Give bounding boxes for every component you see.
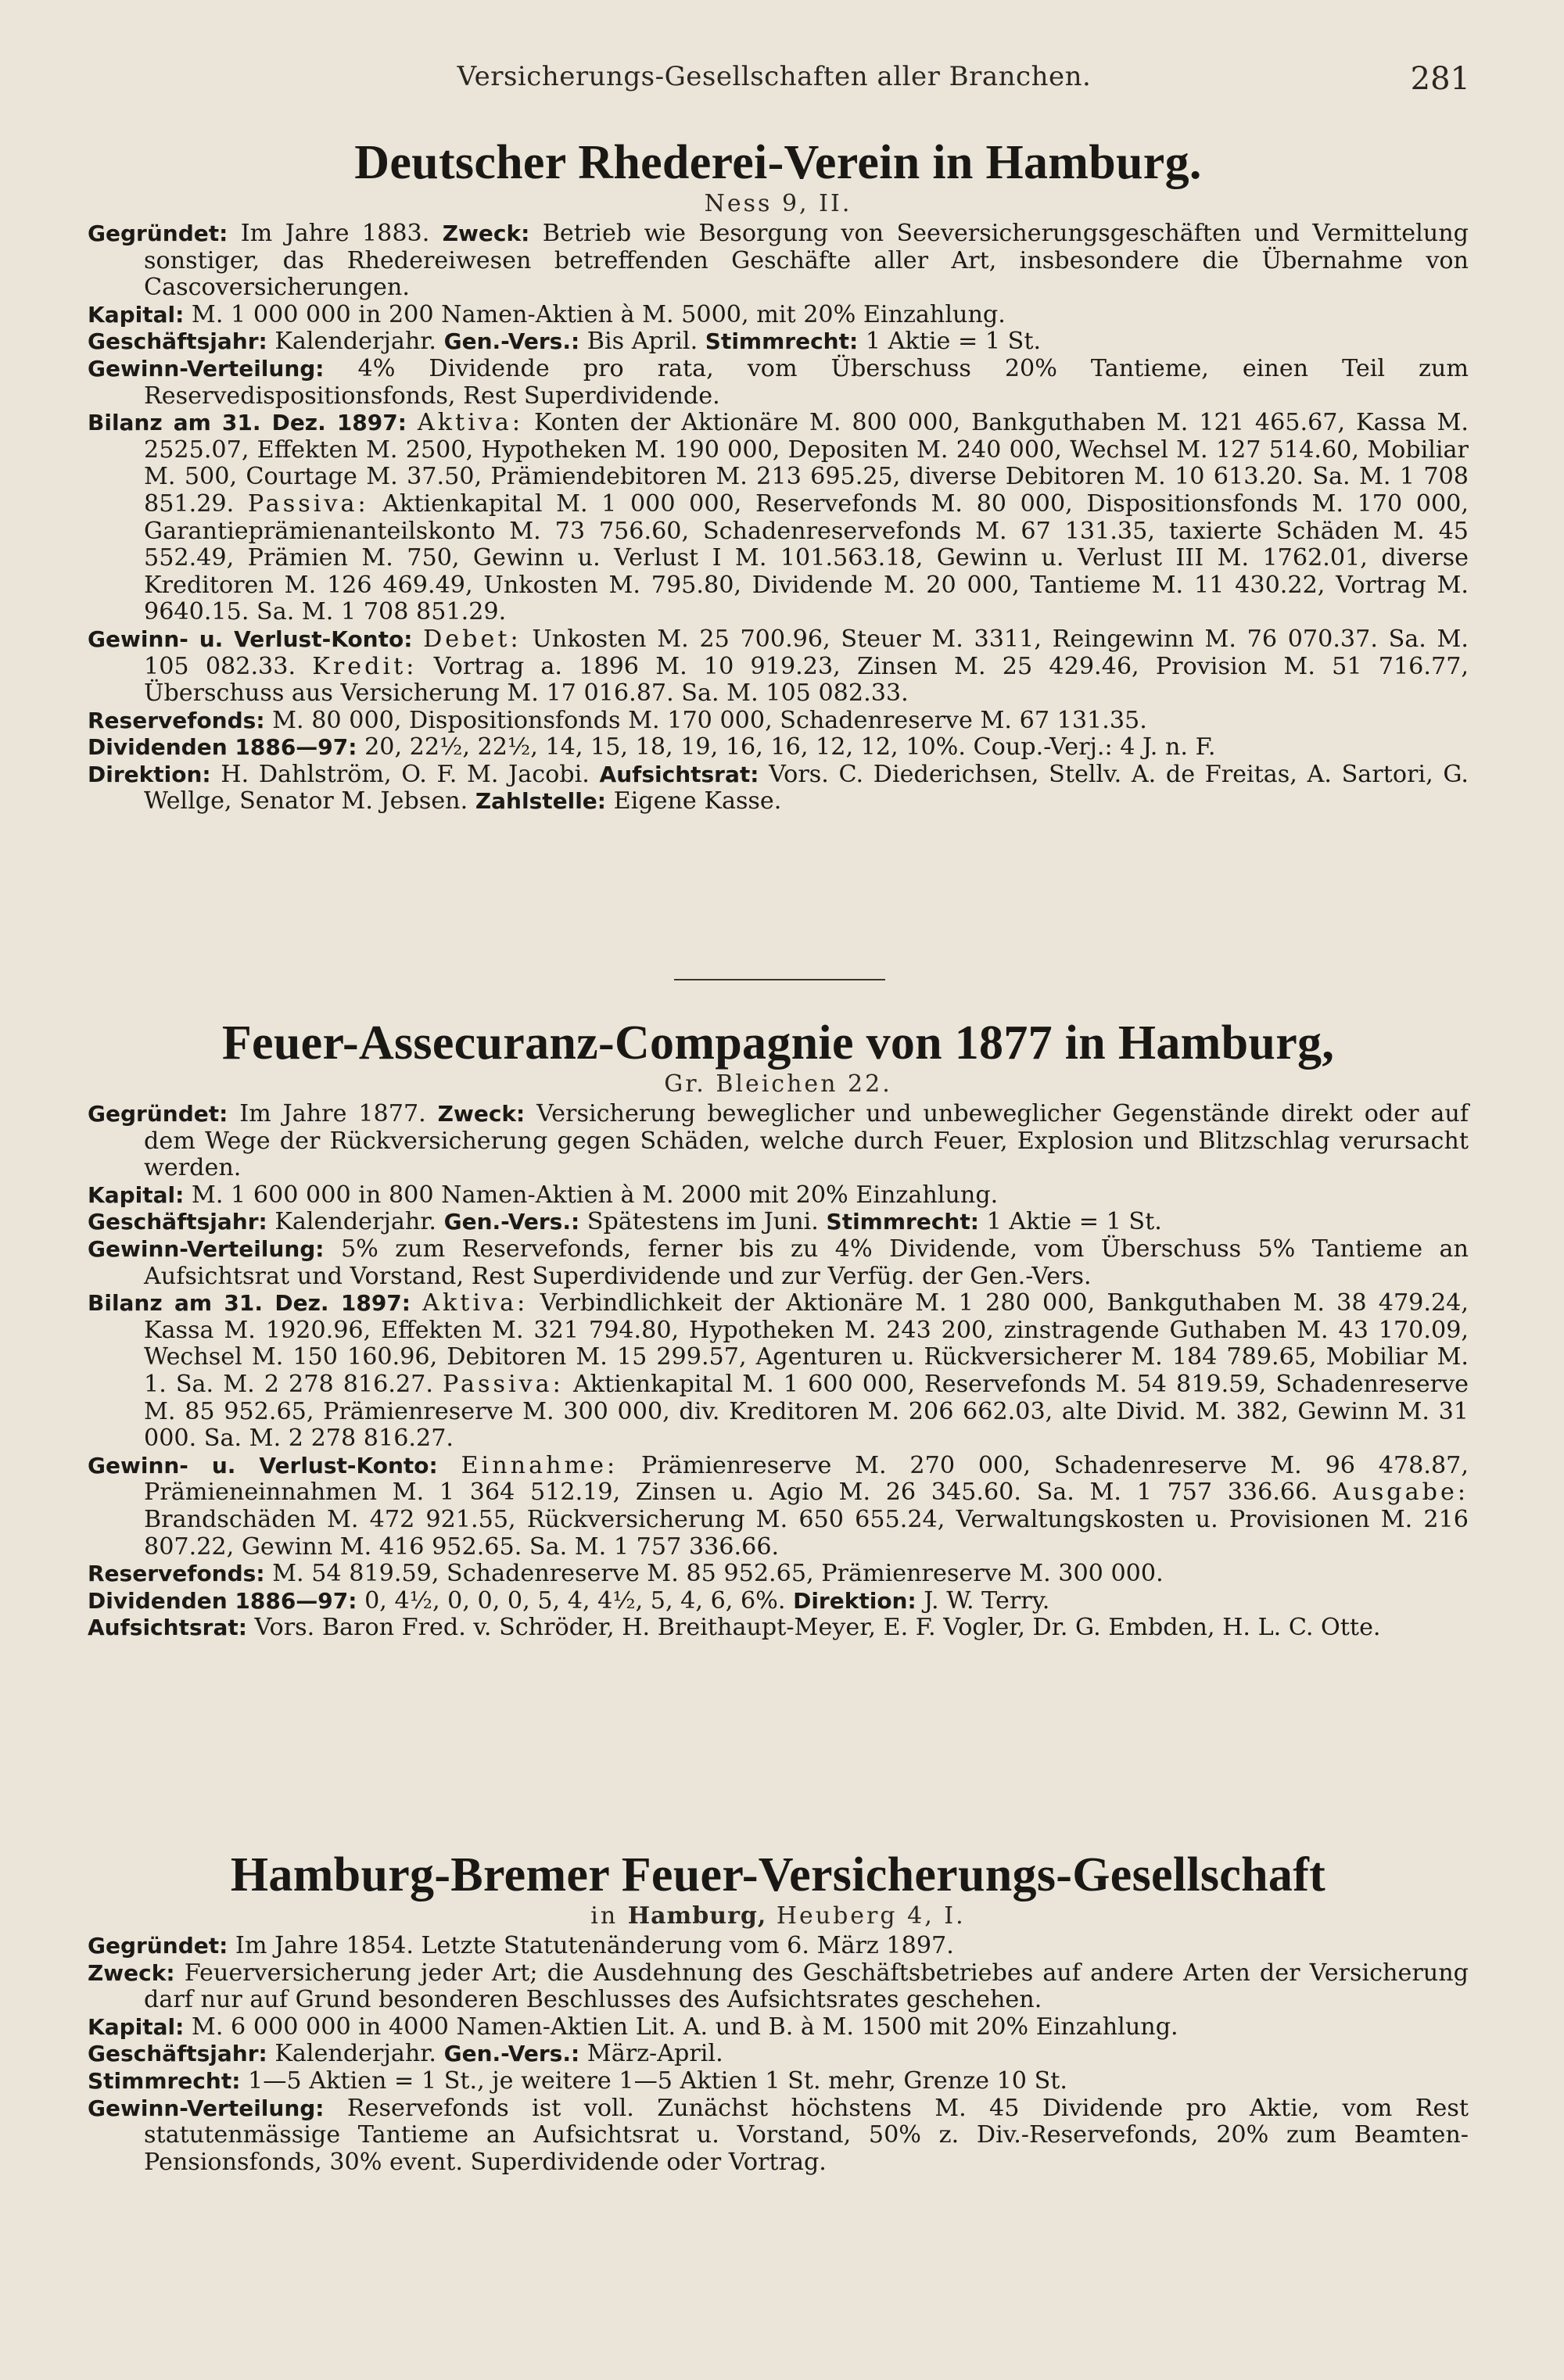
field-dividenden: Dividenden 1886—97: 0, 4½, 0, 0, 0, 5, 4, 4½, 5, 4, 6, 6%. Direktion: J. W. Terry. (88, 1586, 1050, 1615)
entry-feuer-assecuranz (88, 1015, 1469, 1642)
field-aufsichtsrat: Aufsichtsrat: Vors. Baron Fred. v. Schröder, H. Breithaupt-Meyer, E. F. Vogler, Dr. G. Embden, H. L. C. Otte. (88, 1614, 1381, 1642)
entry-rhederei-verein (88, 134, 1469, 815)
field-gewinn-verteilung: Gewinn-Verteilung: 4% Dividende pro rata, vom Überschuss 20% Tantieme, einen Teil zum Reservedispositionsfonds, Rest Superdividende. (88, 354, 1469, 410)
label-gegruendet: Gegründet: (88, 220, 228, 246)
field-kapital: Kapital: M. 6 000 000 in 4000 Namen-Aktien Lit. A. und B. à M. 1500 mit 20% Einzahlung. (88, 2013, 1178, 2041)
entry-title: Feuer-Assecuranz-Compagnie von 1877 in Hamburg, (221, 1016, 1335, 1070)
field-stimmrecht: Stimmrecht: 1—5 Aktien = 1 St., je weitere 1—5 Aktien 1 St. mehr, Grenze 10 St. (88, 2066, 1068, 2095)
field-kapital: Kapital: M. 1 600 000 in 800 Namen-Aktien à M. 2000 mit 20% Einzahlung. (88, 1181, 999, 1209)
entry-hamburg-bremer (88, 1847, 1469, 2176)
section-divider (674, 979, 885, 980)
entry-address: Gr. Bleichen 22. (664, 1070, 892, 1098)
field-gewinn-verteilung: Gewinn-Verteilung: Reservefonds ist voll. Zunächst höchstens M. 45 Dividende pro Aktie, vom Rest statutenmässige Tantieme an Aufsichtsrat u. Vorstand, 50% z. Div.-Reservefonds, 20% zum Beamten-Pensionsfonds, 30% event. Superdividende oder Vortrag. (88, 2094, 1469, 2176)
entry-address: in Hamburg, Heuberg 4, I. (590, 1902, 966, 1930)
field-kapital: Kapital: M. 1 000 000 in 200 Namen-Aktien à M. 5000, mit 20% Einzahlung. (88, 300, 1006, 328)
field-geschaeftsjahr: Geschäftsjahr: Kalenderjahr. Gen.-Vers.: Spätestens im Juni. Stimmrecht: 1 Aktie = 1 St. (88, 1208, 1162, 1236)
field-gewinn-verlust-konto: Gewinn- u. Verlust-Konto: Debet: Unkosten M. 25 700.96, Steuer M. 3311, Reingewinn M. 76 070.37. Sa. M. 105 082.33. Kredit: Vortrag a. 1896 M. 10 919.23, Zinsen M. 25 429.46, Provision M. 51 716.77, Überschuss aus Versicherung M. 17 016.87. Sa. M. 105 082.33. (88, 625, 1469, 708)
field-gegruendet: Gegründet: Im Jahre 1883. Zweck: Betrieb wie Besorgung von Seeversicherungsgeschäften und Vermittelung sonstiger, das Rhedereiwesen betreffenden Geschäfte aller Art, insbesondere die Übernahme von Cascoversicherungen. (88, 220, 1469, 302)
field-reservefonds: Reservefonds: M. 80 000, Dispositionsfonds M. 170 000, Schadenreserve M. 67 131.35. (88, 706, 1147, 734)
label-zweck: Zweck: (442, 220, 530, 246)
field-gewinn-verlust-konto: Gewinn- u. Verlust-Konto: Einnahme: Prämienreserve M. 270 000, Schadenreserve M. 96 478.87, Prämieneinnahmen M. 1 364 512.19, Zinsen u. Agio M. 26 345.60. Sa. M. 1 757 336.66. Ausgabe: Brandschäden M. 472 921.55, Rückversicherung M. 650 655.24, Verwaltungskosten u. Provisionen M. 216 807.22, Gewinn M. 416 952.65. Sa. M. 1 757 336.66. (88, 1451, 1469, 1561)
field-dividenden: Dividenden 1886—97: 20, 22½, 22½, 14, 15, 18, 19, 16, 16, 12, 12, 10%. Coup.-Verj.: 4 J. n. F. (88, 733, 1216, 762)
page-number: 281 (1410, 61, 1470, 97)
field-direktion: Direktion: H. Dahlström, O. F. M. Jacobi. Aufsichtsrat: Vors. C. Diederichsen, Stellv. A. de Freitas, A. Sartori, G. Wellge, Senator M. Jebsen. Zahlstelle: Eigene Kasse. (88, 760, 1469, 815)
field-gegruendet: Gegründet: Im Jahre 1854. Letzte Statutenänderung vom 6. März 1897. (88, 1932, 954, 1959)
field-gewinn-verteilung: Gewinn-Verteilung: 5% zum Reservefonds, ferner bis zu 4% Dividende, vom Überschuss 5% Tantieme an Aufsichtsrat und Vorstand, Rest Superdividende und zur Verfüg. der Gen.-Vers. (88, 1235, 1469, 1290)
entry-title: Hamburg-Bremer Feuer-Versicherungs-Gesellschaft (230, 1848, 1326, 1901)
field-geschaeftsjahr: Geschäftsjahr: Kalenderjahr. Gen.-Vers.: März-April. (88, 2040, 723, 2068)
field-zweck: Zweck: Feuerversicherung jeder Art; die Ausdehnung des Geschäftsbetriebes auf andere Arten der Versicherung darf nur auf Grund besonderen Beschlusses des Aufsichtsrates geschehen. (88, 1959, 1469, 2014)
running-title: Versicherungs-Gesellschaften aller Branchen. (457, 61, 1092, 92)
field-geschaeftsjahr: Geschäftsjahr: Kalenderjahr. Gen.-Vers.: Bis April. Stimmrecht: 1 Aktie = 1 St. (88, 328, 1042, 356)
field-reservefonds: Reservefonds: M. 54 819.59, Schadenreserve M. 85 952.65, Prämienreserve M. 300 000. (88, 1560, 1164, 1588)
entry-city: Hamburg, (627, 1902, 767, 1930)
entry-address: Ness 9, II. (704, 190, 852, 217)
field-bilanz: Bilanz am 31. Dez. 1897: Aktiva: Konten der Aktionäre M. 800 000, Bankguthaben M. 121 465.67, Kassa M. 2525.07, Effekten M. 2500, Hypotheken M. 190 000, Depositen M. 240 000, Wechsel M. 127 514.60, Mobiliar M. 500, Courtage M. 37.50, Prämiendebitoren M. 213 695.25, diverse Debitoren M. 10 613.20. Sa. M. 1 708 851.29. Passiva: Aktienkapital M. 1 000 000, Reservefonds M. 80 000, Dispositionsfonds M. 170 000, Garantieprämienanteilskonto M. 73 756.60, Schadenreservefonds M. 67 131.35, taxierte Schäden M. 45 552.49, Prämien M. 750, Gewinn u. Verlust I M. 101.563.18, Gewinn u. Verlust III M. 1762.01, diverse Kreditoren M. 126 469.49, Unkosten M. 795.80, Dividende M. 20 000, Tantieme M. 11 430.22, Vortrag M. 9640.15. Sa. M. 1 708 851.29. (88, 409, 1469, 626)
field-bilanz: Bilanz am 31. Dez. 1897: Aktiva: Verbindlichkeit der Aktionäre M. 1 280 000, Bankguthaben M. 38 479.24, Kassa M. 1920.96, Effekten M. 321 794.80, Hypotheken M. 243 200, zinstragende Guthaben M. 43 170.09, Wechsel M. 150 160.96, Debitoren M. 15 299.57, Agenturen u. Rückversicherer M. 184 789.65, Mobiliar M. 1. Sa. M. 2 278 816.27. Passiva: Aktienkapital M. 1 600 000, Reservefonds M. 54 819.59, Schadenreserve M. 85 952.65, Prämienreserve M. 300 000, div. Kreditoren M. 206 662.03, alte Divid. M. 382, Gewinn M. 31 000. Sa. M. 2 278 816.27. (88, 1289, 1469, 1453)
running-header (78, 61, 1470, 100)
field-gegruendet: Gegründet: Im Jahre 1877. Zweck: Versicherung beweglicher und unbeweglicher Gegenstände direkt oder auf dem Wege der Rückversicherung gegen Schäden, welche durch Feuer, Explosion und Blitzschlag verursacht werden. (88, 1100, 1469, 1182)
entry-title: Deutscher Rhederei-Verein in Hamburg. (354, 136, 1202, 189)
